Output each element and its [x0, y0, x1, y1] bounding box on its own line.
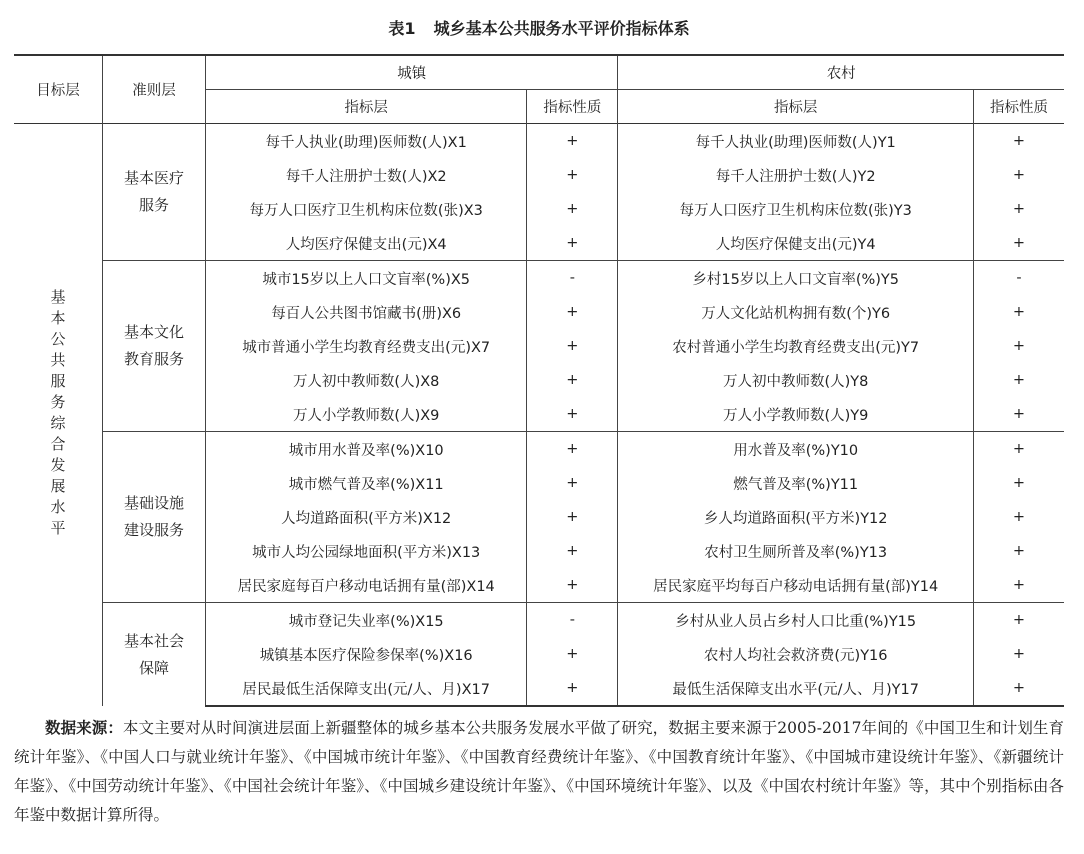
urban-indicator: 城市用水普及率(%)X10: [206, 432, 527, 467]
rural-indicator: 万人文化站机构拥有数(个)Y6: [618, 295, 974, 329]
criterion-cell: [103, 603, 206, 707]
rural-nature: +: [974, 432, 1065, 467]
rural-indicator: 居民家庭平均每百户移动电话拥有量(部)Y14: [618, 568, 974, 603]
urban-nature: +: [527, 466, 618, 500]
urban-nature: +: [527, 192, 618, 226]
criterion-label-line: 基础设施: [123, 494, 184, 512]
rural-indicator: 每万人口医疗卫生机构床位数(张)Y3: [618, 192, 974, 226]
urban-indicator: 城市普通小学生均教育经费支出(元)X7: [206, 329, 527, 363]
urban-nature: +: [527, 329, 618, 363]
criterion-label-line: 建设服务: [123, 521, 184, 539]
criterion-label-line: 基本文化: [123, 323, 184, 341]
criterion-cell: [103, 432, 206, 603]
criterion-label: [105, 165, 203, 219]
rural-nature: +: [974, 500, 1065, 534]
rural-indicator: 乡村从业人员占乡村人口比重(%)Y15: [618, 603, 974, 638]
criterion-label: [105, 490, 203, 544]
urban-nature: +: [527, 534, 618, 568]
rural-indicator: 每千人注册护士数(人)Y2: [618, 158, 974, 192]
data-source-note: 数据来源：本文主要对从时间演进层面上新疆整体的城乡基本公共服务发展水平做了研究，数据主要来源于2005-2017年间的《中国卫生和计划生育统计年鉴》、《中国人口与就业统计年鉴》、《中国城市统计年鉴》、《中国教育经费统计年鉴》、《中国教育统计年鉴》、《中国城市建设统计年鉴》、《新疆统计年鉴》、《中国劳动统计年鉴》、《中国社会统计年鉴》、《中国城乡建设统计年鉴》、《中国环境统计年鉴》、以及《中国农村统计年鉴》等，其中个别指标由各年鉴中数据计算所得。: [14, 718, 1064, 824]
urban-nature: +: [527, 226, 618, 261]
criterion-label-line: 基本医疗: [123, 169, 184, 187]
table-title: 表1 城乡基本公共服务水平评价指标体系: [388, 19, 690, 38]
rural-indicator: 农村普通小学生均教育经费支出(元)Y7: [618, 329, 974, 363]
rural-indicator: 最低生活保障支出水平(元/人、月)Y17: [618, 671, 974, 706]
urban-indicator: 每千人执业(助理)医师数(人)X1: [206, 124, 527, 159]
rural-indicator: 乡村15岁以上人口文盲率(%)Y5: [618, 261, 974, 296]
urban-indicator: 每百人公共图书馆藏书(册)X6: [206, 295, 527, 329]
header-urban-indicator: 指标层: [206, 90, 527, 124]
urban-indicator: 城镇基本医疗保险参保率(%)X16: [206, 637, 527, 671]
criterion-label-line: 保障: [138, 658, 169, 677]
urban-nature: +: [527, 637, 618, 671]
urban-indicator: 城市人均公园绿地面积(平方米)X13: [206, 534, 527, 568]
rural-indicator: 农村人均社会救济费(元)Y16: [618, 637, 974, 671]
goal-cell: [14, 124, 103, 707]
indicator-table: [14, 54, 1064, 707]
urban-indicator: 万人初中教师数(人)X8: [206, 363, 527, 397]
urban-indicator: 居民家庭每百户移动电话拥有量(部)X14: [206, 568, 527, 603]
urban-indicator: 城市15岁以上人口文盲率(%)X5: [206, 261, 527, 296]
criterion-label: [105, 628, 203, 682]
urban-nature: +: [527, 568, 618, 603]
urban-nature: -: [527, 603, 618, 638]
table-row: [14, 603, 1064, 638]
urban-indicator: 居民最低生活保障支出(元/人、月)X17: [206, 671, 527, 706]
table-row: [14, 124, 1064, 159]
urban-indicator: 每万人口医疗卫生机构床位数(张)X3: [206, 192, 527, 226]
criterion-cell: [103, 124, 206, 261]
header-goal: 目标层: [14, 55, 103, 124]
urban-indicator: 每千人注册护士数(人)X2: [206, 158, 527, 192]
rural-nature: +: [974, 329, 1065, 363]
criterion-label: [105, 319, 203, 373]
urban-indicator: 人均医疗保健支出(元)X4: [206, 226, 527, 261]
table-row: [14, 432, 1064, 467]
rural-nature: +: [974, 603, 1065, 638]
rural-nature: +: [974, 466, 1065, 500]
rural-nature: +: [974, 363, 1065, 397]
urban-indicator: 万人小学教师数(人)X9: [206, 397, 527, 432]
rural-indicator: 人均医疗保健支出(元)Y4: [618, 226, 974, 261]
header-urban-nature: 指标性质: [527, 90, 618, 124]
rural-nature: -: [974, 261, 1065, 296]
rural-nature: +: [974, 295, 1065, 329]
urban-nature: +: [527, 158, 618, 192]
urban-indicator: 城市燃气普及率(%)X11: [206, 466, 527, 500]
urban-indicator: 人均道路面积(平方米)X12: [206, 500, 527, 534]
rural-nature: +: [974, 637, 1065, 671]
header-urban: 城镇: [206, 55, 618, 90]
rural-nature: +: [974, 534, 1065, 568]
rural-indicator: 乡人均道路面积(平方米)Y12: [618, 500, 974, 534]
urban-nature: -: [527, 261, 618, 296]
criterion-cell: [103, 261, 206, 432]
rural-indicator: 农村卫生厕所普及率(%)Y13: [618, 534, 974, 568]
header-rural-indicator: 指标层: [618, 90, 974, 124]
rural-nature: +: [974, 397, 1065, 432]
header-rural: 农村: [618, 55, 1064, 90]
criterion-label-line: 教育服务: [123, 350, 184, 368]
criterion-label-line: 基本社会: [123, 631, 184, 650]
rural-nature: +: [974, 568, 1065, 603]
rural-nature: +: [974, 671, 1065, 706]
header-criterion: 准则层: [103, 55, 206, 124]
urban-nature: +: [527, 397, 618, 432]
urban-nature: +: [527, 500, 618, 534]
urban-nature: +: [527, 295, 618, 329]
rural-nature: +: [974, 226, 1065, 261]
goal-label: 基本公共服务综合发展水平: [48, 289, 67, 541]
rural-nature: +: [974, 158, 1065, 192]
rural-indicator: 万人小学教师数(人)Y9: [618, 397, 974, 432]
rural-nature: +: [974, 124, 1065, 159]
criterion-label-line: 服务: [138, 196, 169, 214]
table-row: [14, 261, 1064, 296]
urban-nature: +: [527, 363, 618, 397]
rural-indicator: 万人初中教师数(人)Y8: [618, 363, 974, 397]
header-rural-nature: 指标性质: [974, 90, 1065, 124]
rural-indicator: 燃气普及率(%)Y11: [618, 466, 974, 500]
urban-nature: +: [527, 432, 618, 467]
urban-indicator: 城市登记失业率(%)X15: [206, 603, 527, 638]
urban-nature: +: [527, 124, 618, 159]
rural-nature: +: [974, 192, 1065, 226]
urban-nature: +: [527, 671, 618, 706]
rural-indicator: 每千人执业(助理)医师数(人)Y1: [618, 124, 974, 159]
rural-indicator: 用水普及率(%)Y10: [618, 432, 974, 467]
